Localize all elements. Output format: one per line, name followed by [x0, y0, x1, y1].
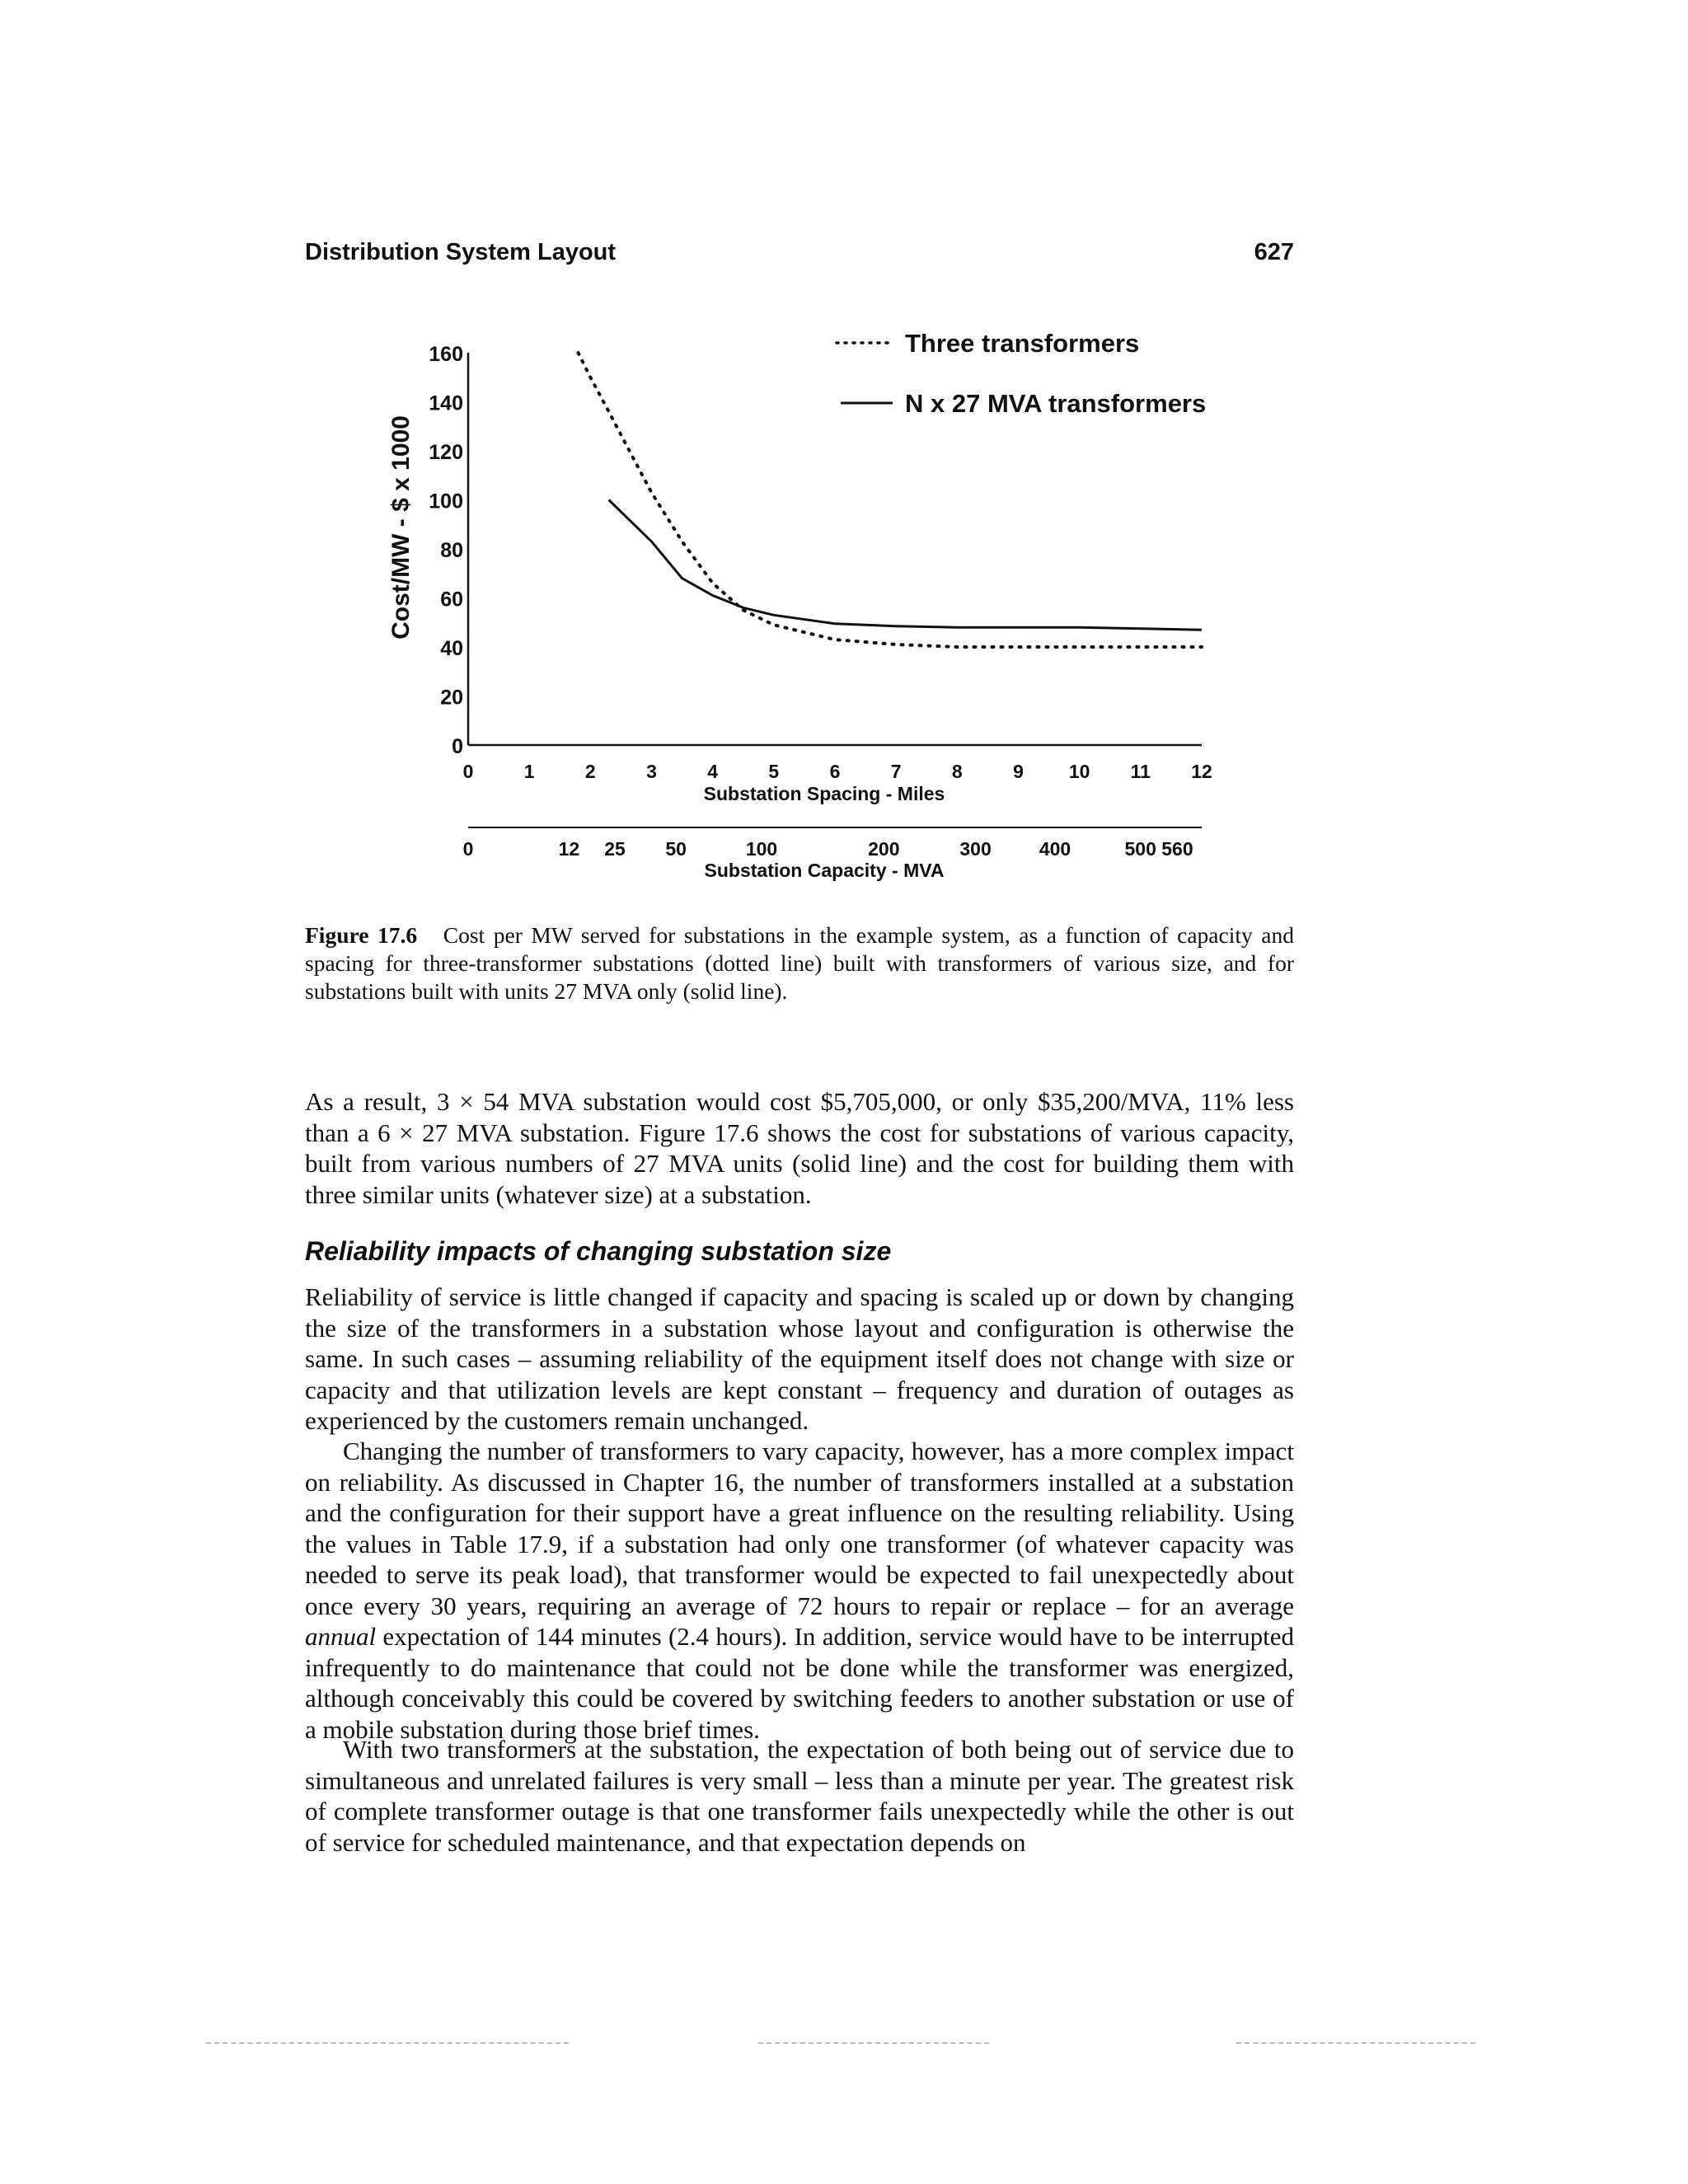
- x2-tick-label: 0: [462, 838, 474, 860]
- x-tick-label: 12: [1191, 761, 1212, 782]
- paragraph-reliability: Reliability of service is little changed if capacity and spacing is scaled up or down by changing the size of the transformers in a substation whose layout and configuration is otherwise the same. In such cases – assuming reliability of the equipment itself does not change with size or capacity and that utilization levels are kept constant – frequency and duration of outages as experienced by the customers remain unchanged.: [305, 1282, 1294, 1435]
- paragraph-text: Changing the number of transformers to vary capacity, however, has a more complex impact on reliability. As discussed in Chapter 16, the number of transformers installed at a substation and the configuration for their support have a great influence on the resulting reliability. Using the values in Table 17.9, if a substation had only one transformer (of whatever capacity was needed to serve its peak load), that transformer would be expected to fail unexpectedly about once every 30 years, requiring an average of 72 hours to repair or replace – for an average: [305, 1436, 1294, 1620]
- x2-axis-label: Substation Capacity - MVA: [704, 860, 945, 881]
- cost-per-mw-chart: [0, 0, 1688, 907]
- section-heading: Reliability impacts of changing substation size: [305, 1236, 892, 1266]
- x-tick-label: 7: [890, 761, 902, 782]
- y-tick-label: 120: [429, 441, 463, 464]
- paragraph-two-transformers: With two transformers at the substation, the expectation of both being out of service due to simultaneous and unrelated failures is very small – less than a minute per year. The greatest risk of complete transformer outage is that one transformer fails unexpectedly while the other is out of service for scheduled maintenance, and that expectation depends on: [305, 1735, 1294, 1857]
- x-tick-label: 9: [1013, 761, 1024, 782]
- series-n-x-27-mva-line: [609, 500, 1202, 630]
- scan-artifact-line: [758, 2042, 989, 2044]
- page-number: 627: [1254, 239, 1294, 265]
- caption-text: Cost per MW served for substations in the example system, as a function of capacity and spacing for three-transformer substations (dotted line) built with transformers of various size, and for substations built with units 27 MVA only (solid line).: [305, 922, 1295, 1004]
- legend: [837, 329, 1206, 418]
- x-tick-labels: [463, 761, 1212, 782]
- y-tick-label: 0: [452, 735, 463, 758]
- running-title: Distribution System Layout: [305, 239, 617, 265]
- x-tick-label: 11: [1130, 761, 1151, 782]
- x-tick-label: 6: [829, 761, 841, 782]
- y-tick-label: 140: [429, 391, 463, 415]
- x-tick-label: 3: [646, 761, 657, 782]
- x2-tick-label: 50: [665, 838, 687, 860]
- paragraph-text: expectation of 144 minutes (2.4 hours). In addition, service would have to be interrupted infrequently to do maintenance that could not be done while the transformer was energized, although conceivably this could be covered by switching feeders to another substation or use of a mobile substation during those brief times.: [305, 1622, 1294, 1744]
- x-tick-label: 8: [951, 761, 963, 782]
- x2-tick-label: 100: [745, 838, 778, 860]
- x-tick-label: 1: [523, 761, 535, 782]
- y-axis-label: Cost/MW - $ x 1000: [387, 415, 415, 640]
- y-tick-labels: [429, 343, 463, 758]
- x2-tick-label: 200: [868, 838, 900, 860]
- chart-axes: [468, 353, 1202, 827]
- x-axis-label: Substation Spacing - Miles: [703, 783, 945, 804]
- y-tick-label: 100: [429, 490, 463, 513]
- y-tick-label: 20: [440, 686, 463, 710]
- x-tick-label: 10: [1068, 761, 1090, 782]
- scan-artifact-line: [206, 2042, 569, 2044]
- y-tick-label: 160: [429, 343, 463, 366]
- emphasis-annual: annual: [305, 1622, 377, 1651]
- caption-label: Figure 17.6: [305, 922, 418, 948]
- x-tick-label: 2: [584, 761, 596, 782]
- x-tick-label: 5: [768, 761, 780, 782]
- paragraph-result: As a result, 3 × 54 MVA substation would cost $5,705,000, or only $35,200/MVA, 11% less than a 6 × 27 MVA substation. Figure 17.6 shows the cost for substations of various capacity, built from various numbers of 27 MVA units (solid line) and the cost for building them with three similar units (whatever size) at a substation.: [305, 1087, 1294, 1209]
- legend-n-x-27-mva: N x 27 MVA transformers: [905, 389, 1207, 418]
- scan-artifact-line: [1236, 2042, 1475, 2044]
- x-tick-label: 4: [707, 761, 719, 782]
- x-tick-label: 0: [462, 761, 474, 782]
- y-tick-label: 80: [440, 539, 463, 562]
- x2-tick-label: 12: [558, 838, 580, 860]
- x2-tick-label: 25: [604, 838, 626, 860]
- x2-tick-label: 500 560: [1124, 838, 1193, 860]
- y-tick-label: 40: [440, 637, 463, 660]
- x2-tick-label: 300: [959, 838, 992, 860]
- y-tick-label: 60: [440, 588, 463, 612]
- figure-caption: [305, 921, 1294, 1005]
- x2-tick-label: 400: [1039, 838, 1071, 860]
- paragraph-transformer-count: [305, 1436, 1294, 1745]
- x2-tick-labels: [463, 838, 1193, 860]
- legend-three-transformers: Three transformers: [905, 329, 1140, 358]
